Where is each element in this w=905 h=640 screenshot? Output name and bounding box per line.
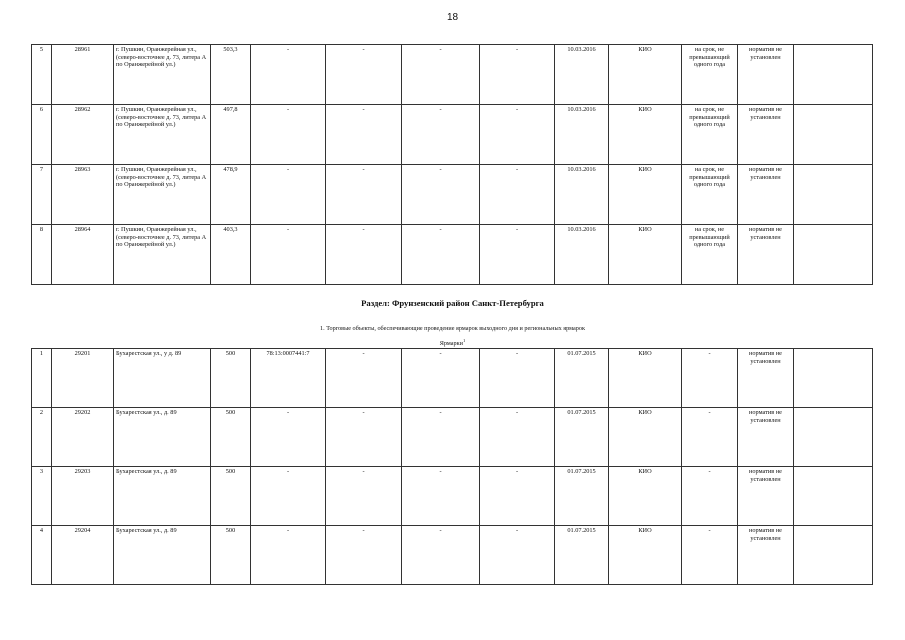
- cell-organization: КИО: [609, 105, 682, 165]
- registry-table-pushkin: [31, 44, 873, 285]
- section-subtitle: 1. Торговые объекты, обеспечивающие проведение ярмарок выходного дня и региональных ярмарок: [320, 325, 585, 332]
- registry-table-frunzensky: [31, 348, 873, 585]
- cell-cadastral-number: -: [251, 165, 326, 225]
- cell-norm: норматив не установлен: [738, 408, 794, 467]
- cell-norm: норматив не установлен: [738, 165, 794, 225]
- cell-col7: -: [402, 349, 480, 408]
- cell-norm: норматив не установлен: [738, 45, 794, 105]
- cell-empty: [794, 225, 873, 285]
- table-body: [32, 45, 873, 285]
- table-row: [32, 526, 873, 585]
- section-subheading: [0, 338, 905, 347]
- cell-object-id: 28964: [52, 225, 114, 285]
- table-row: [32, 105, 873, 165]
- cell-date: 01.07.2015: [555, 526, 609, 585]
- cell-row-number: 3: [32, 467, 52, 526]
- cell-col6: -: [326, 408, 402, 467]
- cell-norm: норматив не установлен: [738, 225, 794, 285]
- cell-col8: -: [480, 225, 555, 285]
- cell-object-id: 29203: [52, 467, 114, 526]
- cell-term: -: [682, 526, 738, 585]
- cell-col7: -: [402, 526, 480, 585]
- cell-organization: КИО: [609, 526, 682, 585]
- cell-empty: [794, 165, 873, 225]
- cell-date: 01.07.2015: [555, 408, 609, 467]
- cell-cadastral-number: -: [251, 467, 326, 526]
- cell-area: 403,3: [211, 225, 251, 285]
- cell-empty: [794, 349, 873, 408]
- cell-term: -: [682, 467, 738, 526]
- cell-empty: [794, 408, 873, 467]
- table-row: [32, 225, 873, 285]
- cell-col6: -: [326, 526, 402, 585]
- cell-col7: -: [402, 165, 480, 225]
- cell-address: Бухарестская ул., д. 89: [114, 467, 211, 526]
- cell-area: 497,8: [211, 105, 251, 165]
- cell-col6: -: [326, 349, 402, 408]
- cell-cadastral-number: -: [251, 45, 326, 105]
- cell-norm: норматив не установлен: [738, 105, 794, 165]
- cell-row-number: 6: [32, 105, 52, 165]
- cell-row-number: 1: [32, 349, 52, 408]
- cell-address: Бухарестская ул., у д. 89: [114, 349, 211, 408]
- cell-area: 500: [211, 349, 251, 408]
- cell-cadastral-number: -: [251, 225, 326, 285]
- cell-col7: -: [402, 225, 480, 285]
- cell-date: 10.03.2016: [555, 165, 609, 225]
- cell-organization: КИО: [609, 225, 682, 285]
- cell-term: -: [682, 349, 738, 408]
- cell-cadastral-number: -: [251, 526, 326, 585]
- cell-empty: [794, 105, 873, 165]
- cell-organization: КИО: [609, 165, 682, 225]
- cell-row-number: 2: [32, 408, 52, 467]
- table-row: [32, 165, 873, 225]
- footnote-mark: 1: [462, 338, 466, 343]
- cell-object-id: 29202: [52, 408, 114, 467]
- cell-term: на срок, не превышающий одного года: [682, 45, 738, 105]
- cell-address: Бухарестская ул., д. 89: [114, 526, 211, 585]
- table-row: [32, 467, 873, 526]
- cell-object-id: 28961: [52, 45, 114, 105]
- cell-norm: норматив не установлен: [738, 526, 794, 585]
- cell-organization: КИО: [609, 408, 682, 467]
- cell-col6: -: [326, 45, 402, 105]
- table-row: [32, 349, 873, 408]
- cell-object-id: 29201: [52, 349, 114, 408]
- cell-col8: -: [480, 408, 555, 467]
- cell-term: -: [682, 408, 738, 467]
- cell-term: на срок, не превышающий одного года: [682, 105, 738, 165]
- cell-col7: -: [402, 45, 480, 105]
- cell-area: 478,9: [211, 165, 251, 225]
- cell-organization: КИО: [609, 45, 682, 105]
- cell-norm: норматив не установлен: [738, 349, 794, 408]
- cell-address: г. Пушкин, Оранжерейная ул., (северо-восточнее д. 73, литера А по Оранжерейной ул.): [114, 105, 211, 165]
- cell-col7: -: [402, 105, 480, 165]
- cell-row-number: 4: [32, 526, 52, 585]
- cell-col7: -: [402, 467, 480, 526]
- cell-empty: [794, 526, 873, 585]
- cell-col8: -: [480, 45, 555, 105]
- cell-address: г. Пушкин, Оранжерейная ул., (северо-восточнее д. 73, литера А по Оранжерейной ул.): [114, 45, 211, 105]
- cell-area: 500: [211, 467, 251, 526]
- cell-area: 503,3: [211, 45, 251, 105]
- cell-area: 500: [211, 526, 251, 585]
- cell-row-number: 5: [32, 45, 52, 105]
- cell-empty: [794, 45, 873, 105]
- cell-date: 10.03.2016: [555, 45, 609, 105]
- cell-address: Бухарестская ул., д. 89: [114, 408, 211, 467]
- section-title: Раздел: Фрунзенский район Санкт-Петербурга: [361, 298, 544, 308]
- cell-date: 10.03.2016: [555, 105, 609, 165]
- cell-object-id: 28963: [52, 165, 114, 225]
- table-row: [32, 408, 873, 467]
- subheading-text: Ярмарки: [439, 340, 463, 348]
- cell-col8: -: [480, 165, 555, 225]
- cell-organization: КИО: [609, 467, 682, 526]
- cell-address: г. Пушкин, Оранжерейная ул., (северо-восточнее д. 73, литера А по Оранжерейной ул.): [114, 165, 211, 225]
- table-row: [32, 45, 873, 105]
- cell-col8: -: [480, 467, 555, 526]
- cell-row-number: 8: [32, 225, 52, 285]
- page-number: 18: [446, 12, 459, 23]
- cell-col6: -: [326, 467, 402, 526]
- cell-col8: -: [480, 105, 555, 165]
- cell-date: 01.07.2015: [555, 349, 609, 408]
- cell-empty: [794, 467, 873, 526]
- cell-date: 10.03.2016: [555, 225, 609, 285]
- cell-col8: -: [480, 526, 555, 585]
- cell-col8: -: [480, 349, 555, 408]
- cell-term: на срок, не превышающий одного года: [682, 165, 738, 225]
- cell-cadastral-number: 78:13:0007441:7: [251, 349, 326, 408]
- cell-norm: норматив не установлен: [738, 467, 794, 526]
- cell-col7: -: [402, 408, 480, 467]
- cell-date: 01.07.2015: [555, 467, 609, 526]
- cell-col6: -: [326, 225, 402, 285]
- cell-term: на срок, не превышающий одного года: [682, 225, 738, 285]
- cell-object-id: 28962: [52, 105, 114, 165]
- cell-object-id: 29204: [52, 526, 114, 585]
- cell-area: 500: [211, 408, 251, 467]
- cell-row-number: 7: [32, 165, 52, 225]
- cell-cadastral-number: -: [251, 408, 326, 467]
- cell-col6: -: [326, 105, 402, 165]
- cell-organization: КИО: [609, 349, 682, 408]
- cell-cadastral-number: -: [251, 105, 326, 165]
- table-body: [32, 349, 873, 585]
- cell-col6: -: [326, 165, 402, 225]
- cell-address: г. Пушкин, Оранжерейная ул., (северо-восточнее д. 73, литера А по Оранжерейной ул.): [114, 225, 211, 285]
